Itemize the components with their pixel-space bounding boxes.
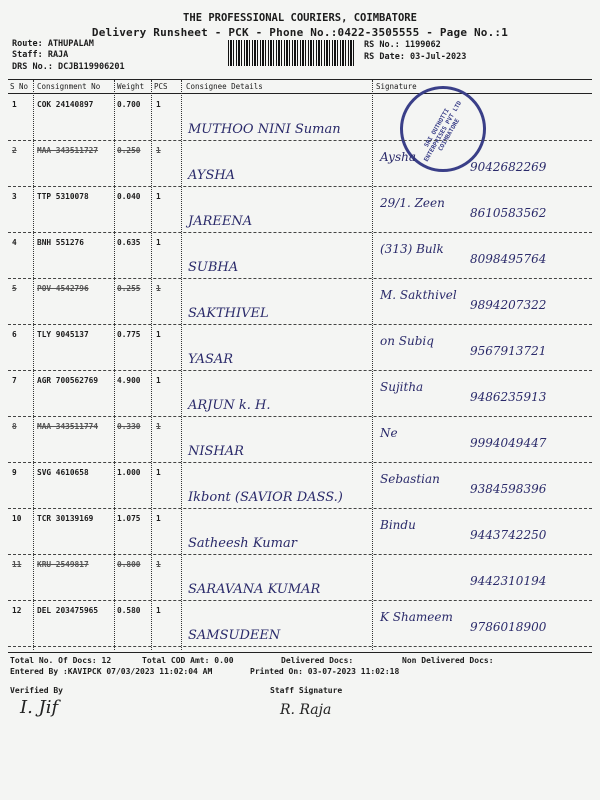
consignee-phone: 8610583562 bbox=[470, 206, 547, 220]
consignee-signature: Aysha bbox=[380, 150, 416, 164]
consignee-signature: on Subiq bbox=[380, 334, 434, 348]
delivered-docs: Delivered Docs: bbox=[281, 656, 354, 665]
consignee-name: Satheesh Kumar bbox=[188, 536, 297, 551]
consignee-phone: 9443742250 bbox=[470, 528, 547, 542]
row-weight: 4.900 bbox=[117, 376, 141, 385]
consignee-signature: K Shameem bbox=[380, 610, 453, 624]
consignee-name: NISHAR bbox=[188, 444, 244, 459]
row-sno: 5 bbox=[12, 284, 17, 293]
consignee-phone: 9894207322 bbox=[470, 298, 547, 312]
consignee-phone: 9994049447 bbox=[470, 436, 547, 450]
row-pcs: 1 bbox=[156, 330, 161, 339]
row-consignment: DEL 203475965 bbox=[37, 606, 99, 615]
consignee-signature: Ne bbox=[380, 426, 398, 440]
col-weight: Weight bbox=[117, 82, 145, 91]
company-stamp: SRI OUTHOTTI ENTERPRISES PVT LTD COIMBATORE bbox=[400, 86, 486, 172]
consignee-phone: 9567913721 bbox=[470, 344, 547, 358]
col-signature: Signature bbox=[376, 82, 417, 91]
consignee-signature: Sebastian bbox=[380, 472, 440, 486]
consignee-signature: (313) Bulk bbox=[380, 242, 444, 256]
rs-date: RS Date: 03-Jul-2023 bbox=[364, 52, 467, 62]
row-pcs: 1 bbox=[156, 284, 161, 293]
row-consignment: KRU 2549817 bbox=[37, 560, 89, 569]
row-pcs: 1 bbox=[156, 376, 161, 385]
row-consignment: BNH 551276 bbox=[37, 238, 84, 247]
row-pcs: 1 bbox=[156, 606, 161, 615]
row-sno: 6 bbox=[12, 330, 17, 339]
row-divider bbox=[8, 462, 592, 463]
row-weight: 1.075 bbox=[117, 514, 141, 523]
row-divider bbox=[8, 508, 592, 509]
row-divider bbox=[8, 416, 592, 417]
row-consignment: TTP 5310078 bbox=[37, 192, 89, 201]
col-consignee: Consignee Details bbox=[186, 82, 263, 91]
row-divider bbox=[8, 278, 592, 279]
row-pcs: 1 bbox=[156, 192, 161, 201]
row-pcs: 1 bbox=[156, 560, 161, 569]
consignee-name: MUTHOO NINI Suman bbox=[188, 122, 341, 137]
consignee-phone: 9442310194 bbox=[470, 574, 547, 588]
row-divider bbox=[8, 186, 592, 187]
row-sno: 4 bbox=[12, 238, 17, 247]
row-consignment: AGR 700562769 bbox=[37, 376, 99, 385]
entered-by: Entered By :KAVIPCK 07/03/2023 11:02:04 AM bbox=[10, 667, 213, 676]
consignee-name: SAKTHIVEL bbox=[188, 306, 269, 321]
row-pcs: 1 bbox=[156, 146, 161, 155]
row-divider bbox=[8, 646, 592, 647]
consignee-signature: Bindu bbox=[380, 518, 416, 532]
consignee-name: ARJUN k. H. bbox=[188, 398, 271, 413]
consignee-name: JAREENA bbox=[188, 214, 253, 229]
row-weight: 0.255 bbox=[117, 284, 141, 293]
runsheet-title: Delivery Runsheet - PCK - Phone No.:0422-3505555 - Page No.:1 bbox=[91, 26, 509, 39]
row-sno: 11 bbox=[12, 560, 22, 569]
drs-number: DRS No.: DCJB119906201 bbox=[12, 62, 125, 72]
row-sno: 7 bbox=[12, 376, 17, 385]
row-sno: 9 bbox=[12, 468, 17, 477]
row-pcs: 1 bbox=[156, 422, 161, 431]
row-divider bbox=[8, 600, 592, 601]
staff: Staff: RAJA bbox=[12, 50, 69, 60]
row-consignment: SVG 4610658 bbox=[37, 468, 89, 477]
row-divider bbox=[8, 370, 592, 371]
consignee-name: SARAVANA KUMAR bbox=[188, 582, 321, 597]
row-pcs: 1 bbox=[156, 514, 161, 523]
verified-by-label: Verified By bbox=[10, 686, 63, 695]
consignee-signature: 29/1. Zeen bbox=[380, 196, 445, 210]
row-sno: 10 bbox=[12, 514, 22, 523]
row-pcs: 1 bbox=[156, 238, 161, 247]
row-sno: 12 bbox=[12, 606, 22, 615]
row-weight: 1.000 bbox=[117, 468, 141, 477]
staff-signature: R. Raja bbox=[280, 702, 332, 718]
row-divider bbox=[8, 232, 592, 233]
col-sno: S No bbox=[10, 82, 29, 91]
row-weight: 0.330 bbox=[117, 422, 141, 431]
row-divider bbox=[8, 324, 592, 325]
row-sno: 3 bbox=[12, 192, 17, 201]
row-weight: 0.800 bbox=[117, 560, 141, 569]
printed-on: Printed On: 03-07-2023 11:02:18 bbox=[250, 667, 400, 676]
consignee-phone: 9486235913 bbox=[470, 390, 547, 404]
row-weight: 0.700 bbox=[117, 100, 141, 109]
row-weight: 0.775 bbox=[117, 330, 141, 339]
row-sno: 8 bbox=[12, 422, 17, 431]
verified-signature: I. Jif bbox=[20, 697, 59, 718]
consignee-phone: 8098495764 bbox=[470, 252, 547, 266]
row-pcs: 1 bbox=[156, 468, 161, 477]
total-cod: Total COD Amt: 0.00 bbox=[142, 656, 234, 665]
row-consignment: MAA 343511774 bbox=[37, 422, 99, 431]
row-weight: 0.250 bbox=[117, 146, 141, 155]
route: Route: ATHUPALAM bbox=[12, 39, 94, 49]
consignee-signature: Sujitha bbox=[380, 380, 424, 394]
consignee-name: Ikbont (SAVIOR DASS.) bbox=[188, 490, 343, 505]
row-divider bbox=[8, 554, 592, 555]
consignee-phone: 9786018900 bbox=[470, 620, 547, 634]
consignee-phone: 9384598396 bbox=[470, 482, 547, 496]
row-consignment: TLY 9045137 bbox=[37, 330, 89, 339]
consignee-name: AYSHA bbox=[188, 168, 236, 183]
staff-signature-label: Staff Signature bbox=[270, 686, 343, 695]
row-consignment: MAA 343511727 bbox=[37, 146, 99, 155]
col-pcs: PCS bbox=[154, 82, 168, 91]
row-sno: 2 bbox=[12, 146, 17, 155]
row-consignment: TCR 30139169 bbox=[37, 514, 94, 523]
row-weight: 0.040 bbox=[117, 192, 141, 201]
consignee-signature: M. Sakthivel bbox=[380, 288, 457, 302]
col-consignment: Consignment No bbox=[37, 82, 101, 91]
row-sno: 1 bbox=[12, 100, 17, 109]
row-consignment: COK 24140897 bbox=[37, 100, 94, 109]
row-consignment: POV 4542796 bbox=[37, 284, 89, 293]
consignee-name: YASAR bbox=[188, 352, 234, 367]
row-weight: 0.635 bbox=[117, 238, 141, 247]
row-pcs: 1 bbox=[156, 100, 161, 109]
barcode bbox=[228, 40, 356, 66]
row-weight: 0.580 bbox=[117, 606, 141, 615]
consignee-phone: 9042682269 bbox=[470, 160, 547, 174]
company-name: THE PROFESSIONAL COURIERS, COIMBATORE bbox=[183, 12, 417, 24]
total-docs: Total No. Of Docs: 12 bbox=[10, 656, 112, 665]
consignee-name: SUBHA bbox=[188, 260, 239, 275]
row-divider bbox=[8, 140, 592, 141]
non-delivered-docs: Non Delivered Docs: bbox=[402, 656, 494, 665]
consignee-name: SAMSUDEEN bbox=[188, 628, 281, 643]
rs-number: RS No.: 1199062 bbox=[364, 40, 441, 50]
